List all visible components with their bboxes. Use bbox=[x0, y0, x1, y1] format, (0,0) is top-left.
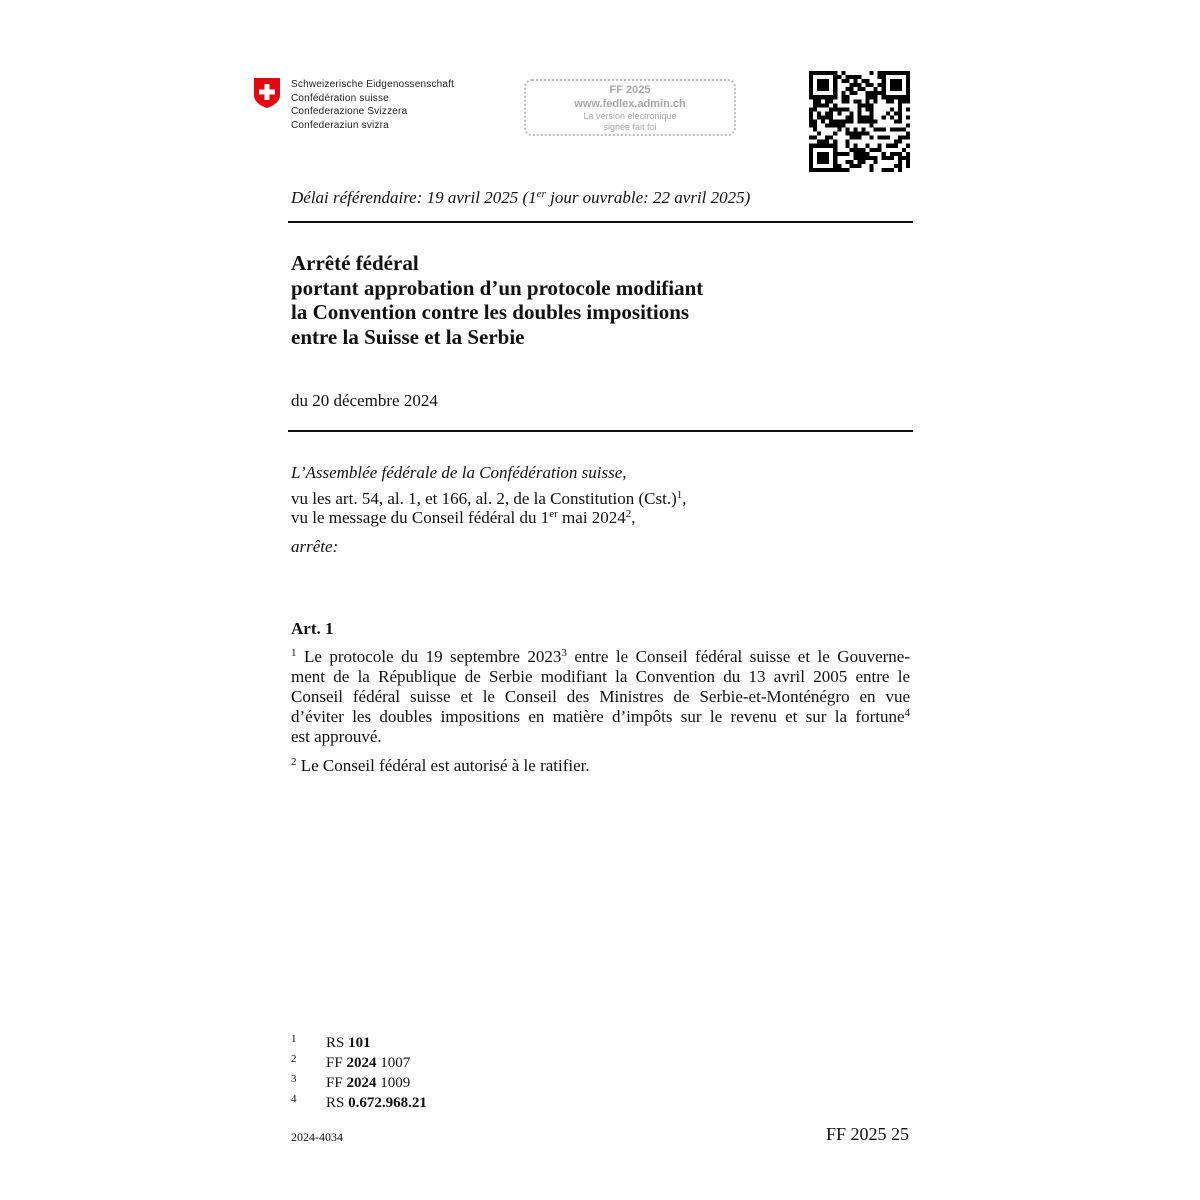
footnote-ref-3[interactable]: 3 bbox=[561, 647, 567, 659]
document-title bbox=[291, 251, 703, 349]
vu2-text-a: vu le message du Conseil fédéral du 1 bbox=[291, 508, 550, 527]
footnote bbox=[291, 1091, 427, 1111]
footnotes bbox=[291, 1031, 427, 1111]
vu1-end: , bbox=[682, 489, 687, 508]
stamp-line-3: La version électronique bbox=[583, 111, 677, 121]
footnote-prefix: RS bbox=[326, 1035, 349, 1051]
footnote-prefix: RS bbox=[326, 1095, 349, 1111]
swiss-cross-icon bbox=[253, 77, 281, 109]
paragraph-number: 2 bbox=[291, 756, 297, 768]
footnote-number: 4 bbox=[291, 1093, 297, 1105]
page-reference: FF 2025 25 bbox=[825, 1124, 909, 1144]
confederation-names bbox=[291, 78, 454, 132]
footnote-number: 3 bbox=[291, 1073, 297, 1085]
title-line: entre la Suisse et la Serbie bbox=[291, 324, 525, 349]
p1-line4-a: d’éviter les doubles impositions en matière d’impôts sur le revenu et sur la fortune bbox=[291, 707, 905, 726]
vu1-text: vu les art. 54, al. 1, et 166, al. 2, de la Constitution (Cst.) bbox=[291, 489, 677, 508]
article-paragraph-1 bbox=[291, 647, 910, 747]
footnote-number: 2 bbox=[291, 1053, 297, 1065]
confederation-name-fr: Confédération suisse bbox=[291, 92, 389, 104]
referendum-sup: er bbox=[536, 188, 546, 200]
footnote-reference: 2024 bbox=[346, 1055, 377, 1071]
confederation-name-de: Schweizerische Eidgenossenschaft bbox=[291, 79, 455, 90]
referendum-text-a: Délai référendaire: 19 avril 2025 (1 bbox=[291, 188, 537, 207]
stamp-line-4: signée fait foi bbox=[603, 122, 657, 132]
vu2-ordinal: er bbox=[549, 508, 558, 520]
electronic-signature-stamp bbox=[524, 79, 736, 136]
p1-line1-b: entre le Conseil fédéral suisse et le Gouverne- bbox=[566, 647, 910, 666]
p1-line1-a: Le protocole du 19 septembre 2023 bbox=[296, 647, 562, 666]
document-date: du 20 décembre 2024 bbox=[291, 391, 438, 410]
footnote bbox=[291, 1071, 427, 1091]
title-line: la Convention contre les doubles impositions bbox=[291, 300, 690, 324]
paragraph-line bbox=[291, 707, 910, 727]
divider-top bbox=[288, 221, 913, 223]
vu2-end: , bbox=[631, 508, 636, 527]
footnote-number: 1 bbox=[291, 1033, 297, 1045]
footnote-suffix: 1009 bbox=[376, 1075, 411, 1091]
paragraph-line: Conseil fédéral suisse et le Conseil des Ministres de Serbie-et-Monténégro en vue bbox=[291, 687, 910, 706]
title-line: Arrêté fédéral bbox=[291, 251, 419, 275]
referendum-deadline bbox=[291, 188, 750, 208]
footnote-suffix: 1007 bbox=[376, 1055, 411, 1071]
preamble-vu-message bbox=[291, 508, 687, 527]
footnote-ref-1[interactable]: 1 bbox=[676, 489, 683, 501]
stamp-line-1: FF 2025 bbox=[609, 84, 651, 96]
footnote-reference: 0.672.968.21 bbox=[348, 1095, 427, 1111]
article-paragraph-2 bbox=[291, 756, 910, 776]
footnote bbox=[291, 1051, 427, 1071]
footnote-reference: 101 bbox=[348, 1035, 371, 1051]
footnote-ref-2[interactable]: 2 bbox=[625, 508, 632, 520]
qr-code-icon bbox=[809, 71, 910, 172]
paragraph-line: ment de la République de Serbie modifiant la Convention du 13 avril 2005 entre le bbox=[291, 667, 910, 686]
footnote-prefix: FF bbox=[326, 1075, 347, 1091]
paragraph-line bbox=[291, 756, 910, 776]
paragraph-line: est approuvé. bbox=[291, 727, 382, 746]
paragraph-line bbox=[291, 647, 910, 667]
preamble-vu-constitution bbox=[291, 489, 687, 508]
confederation-name-rm: Confederaziun svizra bbox=[291, 119, 389, 131]
p2-text: Le Conseil fédéral est autorisé à le ratifier. bbox=[296, 756, 590, 775]
footnote-reference: 2024 bbox=[346, 1075, 377, 1091]
vu2-text-b: mai 2024 bbox=[557, 508, 626, 527]
preamble-arrete: arrête: bbox=[291, 537, 339, 556]
footnote-prefix: FF bbox=[326, 1055, 347, 1071]
referendum-text-b: jour ouvrable: 22 avril 2025) bbox=[545, 188, 751, 207]
footnote bbox=[291, 1031, 427, 1051]
title-line: portant approbation d’un protocole modifiant bbox=[291, 275, 704, 300]
confederation-name-it: Confederazione Svizzera bbox=[291, 106, 408, 117]
divider-middle bbox=[288, 430, 913, 432]
document-number: 2024-4034 bbox=[291, 1130, 343, 1144]
paragraph-number: 1 bbox=[291, 647, 297, 659]
article-title: Art. 1 bbox=[291, 619, 334, 638]
stamp-line-2: www.fedlex.admin.ch bbox=[574, 98, 686, 110]
preamble-references bbox=[291, 489, 687, 527]
footnote-ref-4[interactable]: 4 bbox=[904, 707, 910, 719]
preamble-assembly: L’Assemblée fédérale de la Confédération suisse, bbox=[291, 463, 627, 482]
